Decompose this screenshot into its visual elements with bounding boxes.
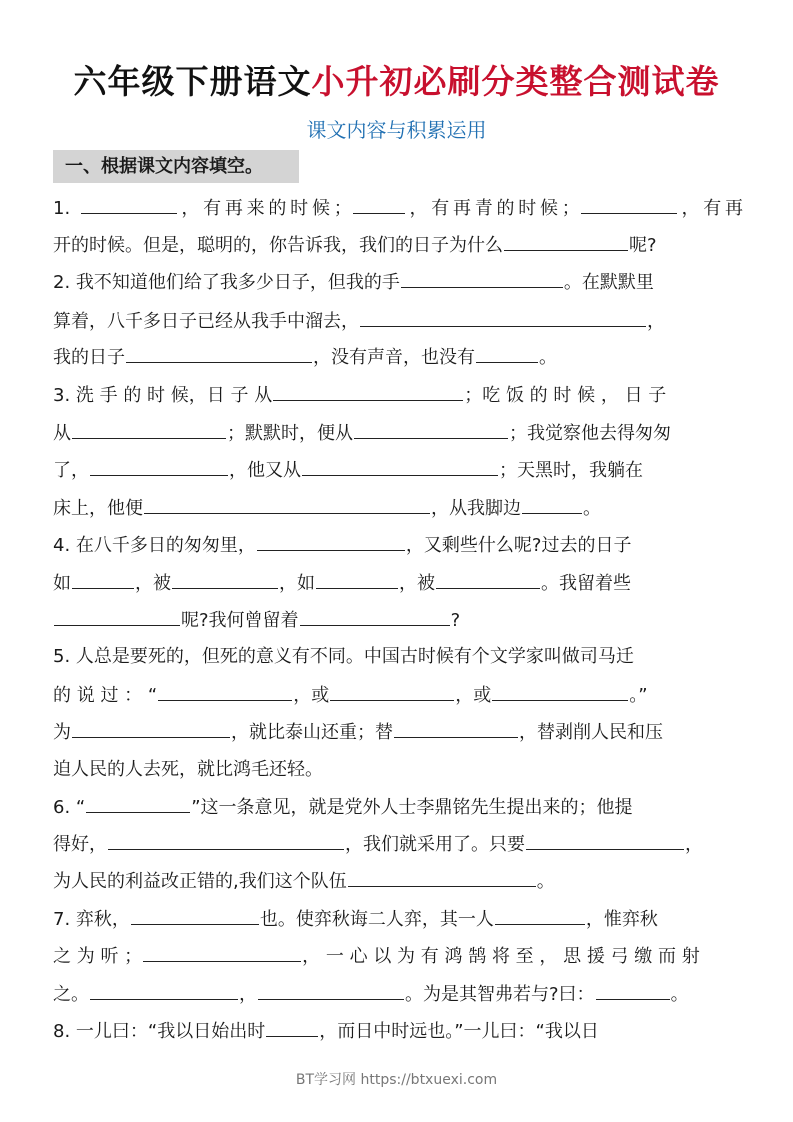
answer-blank[interactable] [144,493,430,514]
question-5-line-4: 迫人民的人去死，就比鸿毛还轻。 [53,759,323,780]
answer-blank[interactable] [172,568,278,589]
answer-blank[interactable] [72,568,134,589]
answer-blank[interactable] [86,792,190,813]
question-3-line-3: 了， ，他又从 ；天黑时，我躺在 [53,455,743,485]
answer-blank[interactable] [81,193,177,214]
answer-blank[interactable] [257,530,405,551]
answer-blank[interactable] [394,717,518,738]
footer-watermark: BT学习网 https://btxuexi.com [295,1072,498,1088]
answer-blank[interactable] [90,979,238,1000]
answer-blank[interactable] [526,829,684,850]
question-5-line-3: 为 ，就比泰山还重；替 ，替剥削人民和压 [53,717,743,747]
question-3-line-2: 从 ；默默时，便从 ；我觉察他去得匆匆 [53,418,743,448]
answer-blank[interactable] [522,493,582,514]
answer-blank[interactable] [54,605,180,626]
answer-blank[interactable] [90,455,228,476]
title-test-name: 小升初必刷分类整合测试卷 [311,62,720,101]
answer-blank[interactable] [72,717,230,738]
question-4-line-3: 呢?我何曾留着 ? [53,605,743,635]
answer-blank[interactable] [354,418,508,439]
question-6-line-2: 得好， ，我们就采用了。只要 ， [53,829,743,859]
section-heading: 一、根据课文内容填空。 [53,150,299,183]
question-2-line-3: 我的日子 ，没有声音，也没有 。 [53,342,743,372]
question-3-line-1: 3. 洗 手 的 时 候，日 子 从 ；吃 饭 的 时 候 ， 日 子 [53,380,743,410]
question-2-line-2: 算着，八千多日子已经从我手中溜去， ， [53,306,743,336]
question-5-line-1: 5. 人总是要死的，但死的意义有不同。中国古时候有个文学家叫做司马迁 [53,646,634,667]
answer-blank[interactable] [476,342,538,363]
question-1-line-1: 1. ，有再来的时候； ，有再青的时候； ，有再 [53,193,743,223]
answer-blank[interactable] [258,979,404,1000]
question-5-line-2: 的 说 过 ： “ ，或 ，或 。” [53,680,743,710]
answer-blank[interactable] [492,680,628,701]
page-title [0,62,793,102]
question-1-line-2: 开的时候。但是，聪明的，你告诉我，我们的日子为什么 呢? [53,230,743,260]
question-7-line-1: 7. 弈秋， 也。使弈秋诲二人弈，其一人 ，惟弈秋 [53,904,743,934]
answer-blank[interactable] [360,306,646,327]
question-6-line-3: 为人民的利益改正错的,我们这个队伍 。 [53,866,743,896]
answer-blank[interactable] [316,568,398,589]
answer-blank[interactable] [348,866,536,887]
answer-blank[interactable] [302,455,498,476]
answer-blank[interactable] [273,380,463,401]
answer-blank[interactable] [596,979,670,1000]
answer-blank[interactable] [158,680,292,701]
question-8-line-1: 8. 一儿曰：“我以日始出时 ，而日中时远也。”一儿曰：“我以日 [53,1016,743,1046]
answer-blank[interactable] [266,1016,318,1037]
answer-blank[interactable] [143,941,301,962]
answer-blank[interactable] [504,230,628,251]
answer-blank[interactable] [126,342,312,363]
answer-blank[interactable] [300,605,450,626]
answer-blank[interactable] [581,193,677,214]
answer-blank[interactable] [72,418,226,439]
answer-blank[interactable] [108,829,344,850]
question-4-line-2: 如 ，被 ，如 ，被 。我留着些 [53,568,743,598]
answer-blank[interactable] [401,267,563,288]
question-7-line-3: 之。 ， 。为是其智弗若与?曰： 。 [53,979,743,1009]
question-7-line-2: 之 为 听 ； ， 一 心 以 为 有 鸿 鹄 将 至 ， 思 援 弓 缴 而 射 [53,941,743,971]
answer-blank[interactable] [436,568,540,589]
answer-blank[interactable] [495,904,585,925]
question-2-line-1: 2. 我不知道他们给了我多少日子，但我的手 。在默默里 [53,267,743,297]
question-3-line-4: 床上，他便 ，从我脚边 。 [53,493,743,523]
answer-blank[interactable] [353,193,405,214]
answer-blank[interactable] [131,904,259,925]
question-6-line-1: 6. “ ”这一条意见，就是党外人士李鼎铭先生提出来的；他提 [53,792,743,822]
question-4-line-1: 4. 在八千多日的匆匆里， ，又剩些什么呢?过去的日子 [53,530,743,560]
page-subtitle: 课文内容与积累运用 [306,118,487,142]
title-grade: 六年级下册语文 [73,62,312,101]
answer-blank[interactable] [330,680,454,701]
